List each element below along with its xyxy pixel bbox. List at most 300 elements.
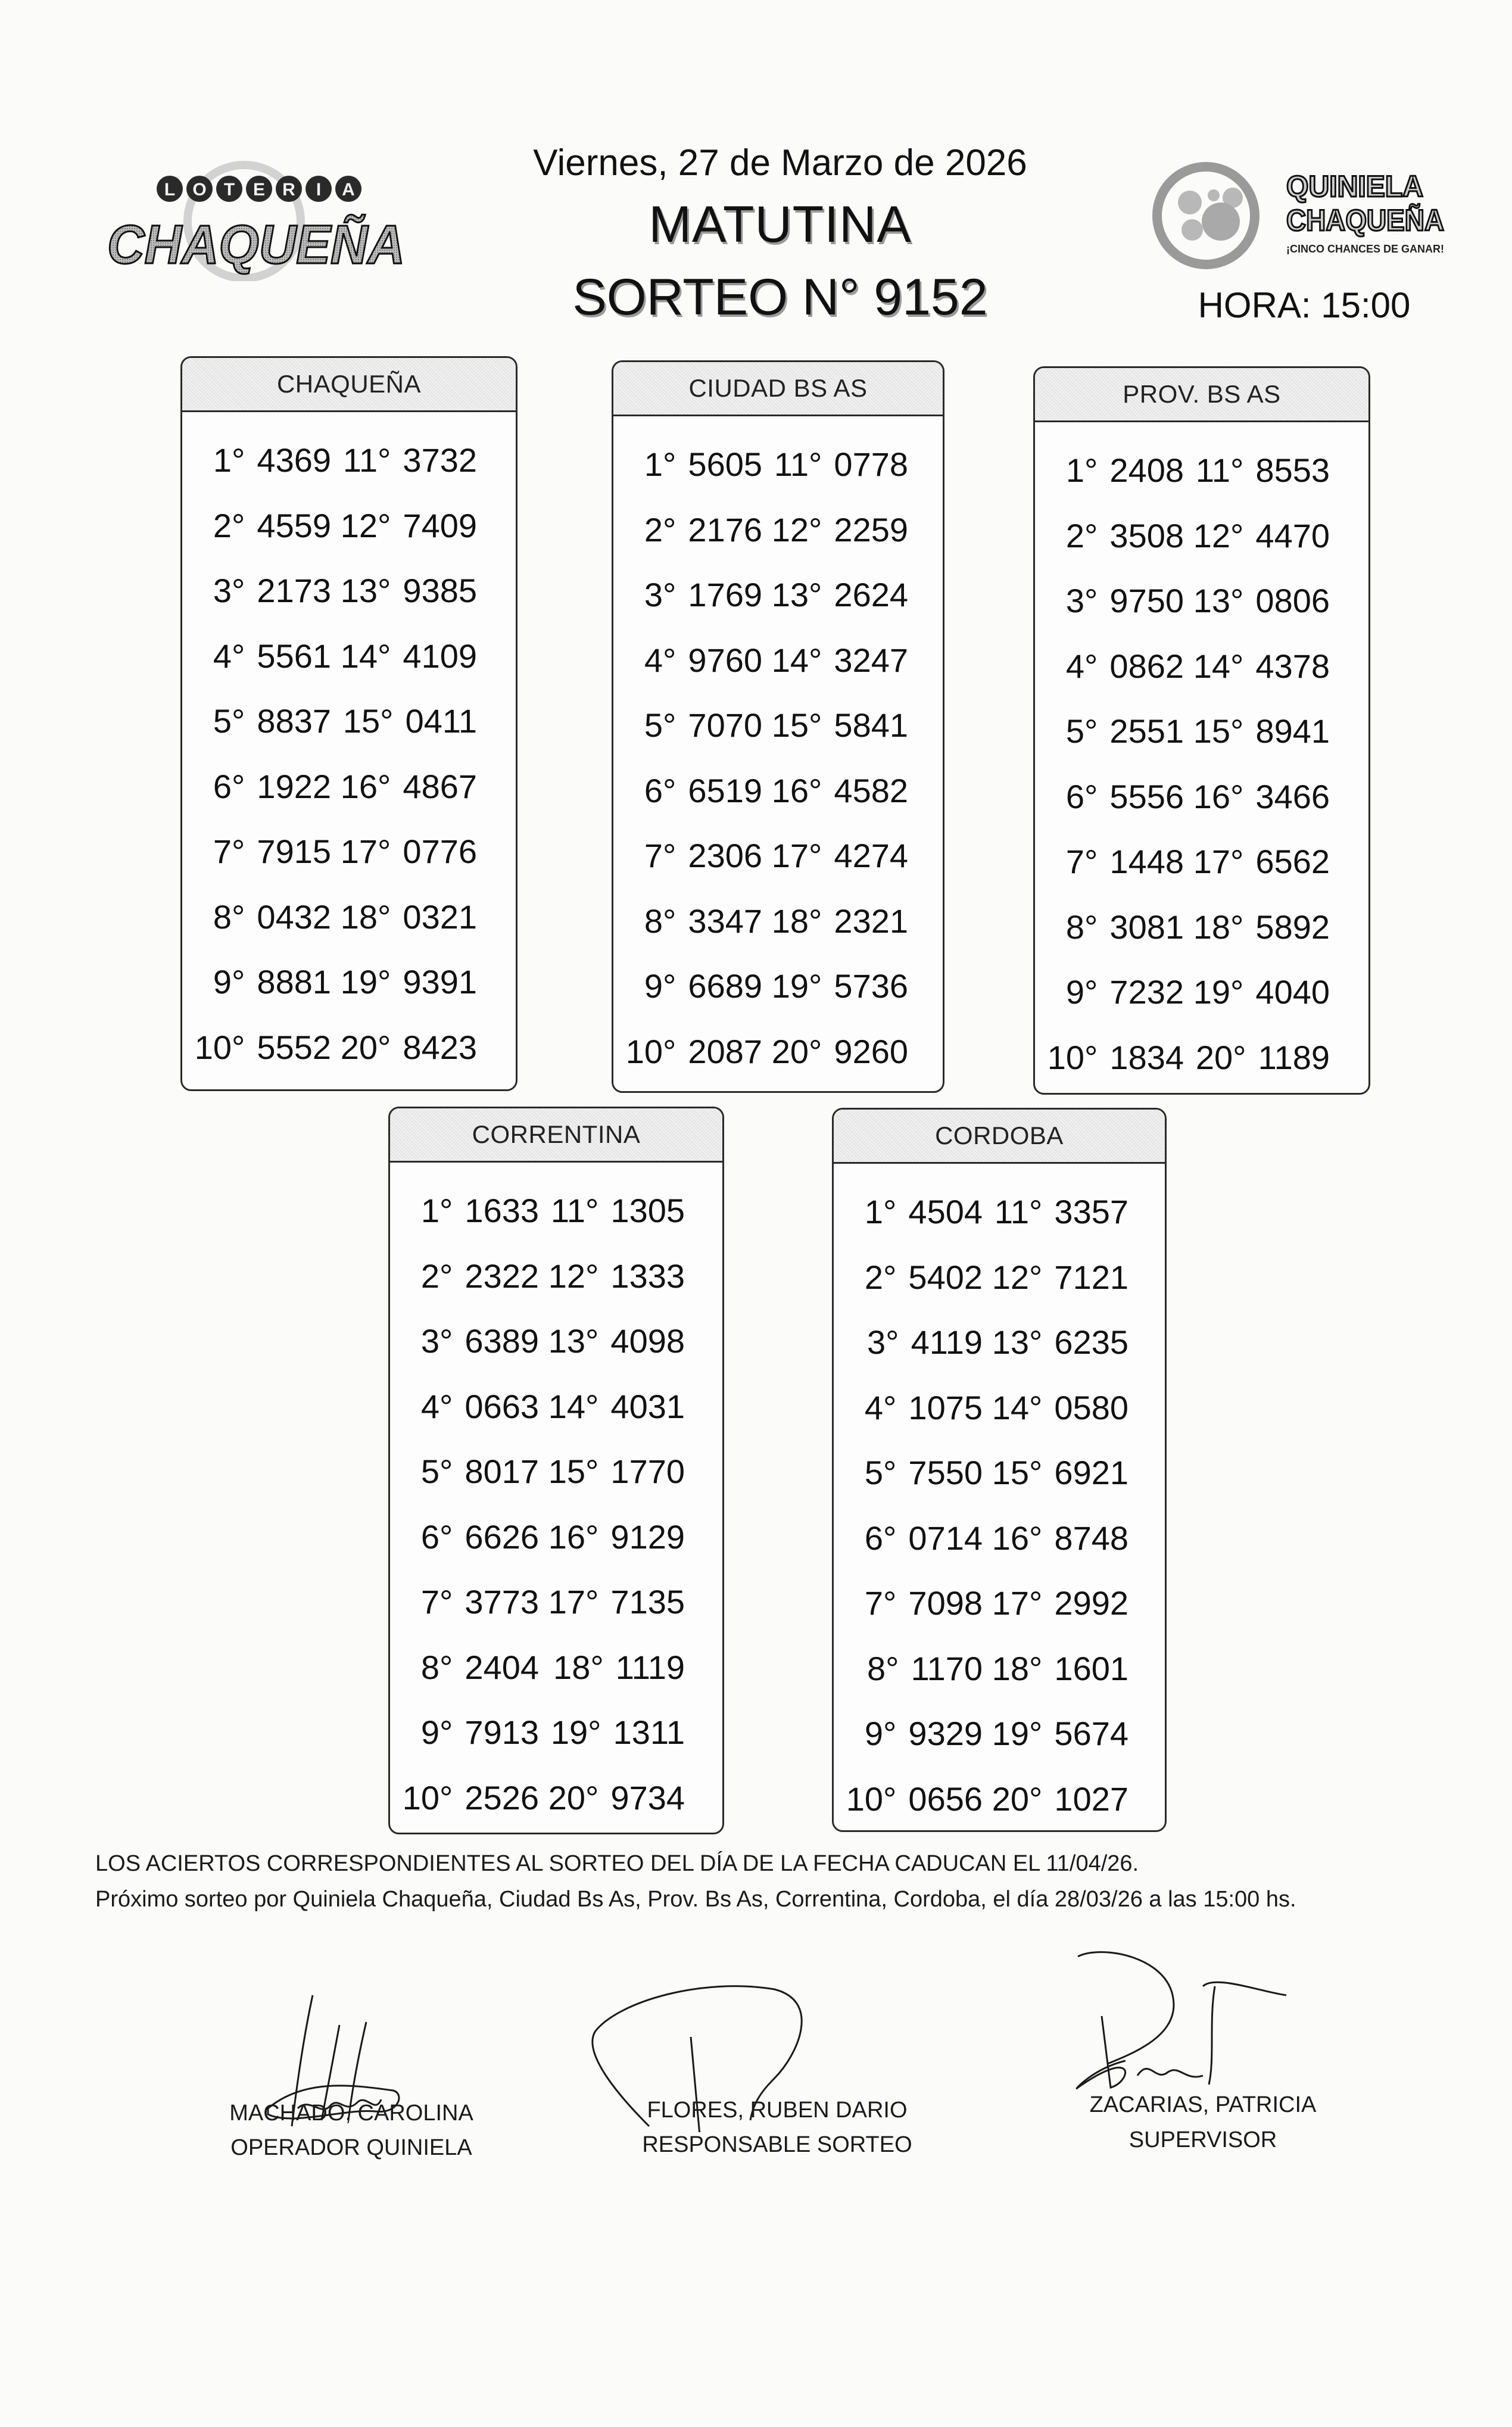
result-number: 7915 [257, 833, 331, 871]
result-entry [390, 1452, 539, 1491]
quiniela-logo-line1: QUINIELA [1286, 170, 1423, 203]
result-position: 9° [1065, 973, 1098, 1011]
result-number: 3081 [1109, 908, 1184, 946]
result-entry [182, 767, 331, 806]
result-position: 11° [550, 1192, 599, 1230]
result-number: 5674 [1054, 1715, 1128, 1753]
result-entry [762, 575, 908, 614]
result-position: 17° [548, 1583, 599, 1621]
lottery-name: CHAQUEÑA [182, 358, 516, 412]
result-position: 5° [644, 706, 676, 744]
result-entry [613, 445, 762, 484]
signatory-name: MACHADO, CAROLINA [229, 2101, 473, 2126]
results-list [390, 1163, 722, 1830]
result-position: 10° [402, 1778, 453, 1817]
result-entry [1184, 842, 1330, 881]
logo-ball-letter: E [252, 180, 266, 200]
result-number: 8941 [1255, 712, 1330, 750]
result-entry [834, 1388, 983, 1427]
results-row [182, 428, 516, 493]
lottery-name: CIUDAD BS AS [613, 362, 943, 416]
result-entry [331, 767, 477, 806]
result-number: 4098 [610, 1322, 685, 1360]
results-row [613, 628, 943, 693]
result-number: 4369 [257, 441, 331, 479]
result-number: 4504 [908, 1193, 983, 1231]
result-position: 8° [1065, 908, 1098, 946]
results-row [834, 1766, 1165, 1832]
result-entry [983, 1192, 1128, 1231]
lottery-name: CORRENTINA [390, 1108, 722, 1163]
result-number: 1601 [1054, 1649, 1128, 1687]
results-list [834, 1164, 1165, 1831]
result-entry [762, 1032, 908, 1071]
result-number: 6626 [464, 1518, 539, 1556]
result-entry [762, 902, 908, 940]
loteria-letter-balls [157, 176, 361, 202]
result-entry [983, 1453, 1128, 1492]
result-entry [182, 898, 331, 936]
result-entry [539, 1452, 685, 1491]
result-number: 6519 [688, 771, 762, 809]
result-position: 2° [420, 1257, 453, 1295]
result-entry [983, 1519, 1128, 1557]
results-row [834, 1179, 1165, 1245]
result-entry [1035, 516, 1184, 555]
result-number: 8423 [403, 1028, 477, 1066]
results-row [1035, 503, 1368, 569]
result-position: 10° [1047, 1038, 1098, 1076]
result-entry [539, 1257, 685, 1295]
result-number: 9260 [834, 1032, 908, 1070]
result-entry [390, 1648, 539, 1687]
signatory-name: FLORES, RUBEN DARIO [647, 2098, 908, 2123]
result-number: 2306 [688, 837, 762, 875]
result-entry [539, 1582, 685, 1621]
result-entry [983, 1323, 1128, 1362]
result-number: 4040 [1255, 973, 1330, 1011]
result-number: 5892 [1255, 908, 1330, 946]
results-row [613, 1019, 943, 1085]
signatory-role: SUPERVISOR [1128, 2127, 1277, 2152]
results-row [390, 1439, 722, 1504]
result-position: 13° [771, 576, 822, 614]
result-position: 15° [342, 702, 394, 740]
result-entry [331, 441, 477, 479]
result-entry [762, 445, 908, 484]
result-number: 0321 [403, 898, 477, 936]
result-number: 8553 [1255, 451, 1330, 490]
results-row [390, 1569, 722, 1635]
results-row [834, 1375, 1165, 1441]
result-position: 18° [992, 1649, 1043, 1687]
result-entry [182, 637, 331, 675]
result-number: 1305 [610, 1192, 685, 1230]
result-entry [1035, 908, 1184, 946]
result-number: 8837 [257, 702, 331, 740]
result-entry [613, 641, 762, 680]
results-list [1035, 422, 1368, 1090]
result-number: 2173 [257, 572, 331, 610]
result-position: 9° [864, 1715, 897, 1753]
result-number: 1448 [1109, 843, 1184, 881]
result-number: 4109 [403, 637, 477, 675]
result-entry [613, 967, 762, 1005]
result-position: 7° [644, 837, 676, 875]
result-entry [613, 706, 762, 744]
logo-ball-letter: T [223, 180, 235, 200]
result-number: 3466 [1255, 777, 1330, 815]
result-number: 3508 [1109, 516, 1184, 554]
result-number: 4031 [610, 1387, 685, 1425]
result-position: 18° [553, 1648, 604, 1686]
result-number: 6921 [1054, 1454, 1128, 1492]
result-entry [983, 1780, 1128, 1818]
result-position: 20° [771, 1032, 822, 1070]
result-entry [182, 832, 331, 871]
result-number: 2259 [834, 510, 908, 549]
result-number: 0862 [1109, 647, 1184, 685]
result-entry [331, 637, 477, 675]
result-number: 0714 [908, 1519, 983, 1557]
draw-date: Viernes, 27 de Marzo de 2026 [533, 142, 1027, 183]
result-position: 7° [1065, 843, 1098, 881]
results-row [182, 688, 516, 754]
result-position: 16° [1193, 777, 1244, 815]
result-position: 5° [213, 702, 245, 740]
result-number: 5841 [834, 706, 908, 744]
result-entry [390, 1582, 539, 1621]
result-position: 12° [771, 510, 822, 549]
result-entry [1184, 1038, 1330, 1077]
result-number: 3732 [403, 441, 477, 479]
result-position: 14° [1193, 647, 1244, 685]
results-list [613, 416, 943, 1084]
result-position: 13° [340, 572, 391, 610]
result-position: 19° [340, 963, 391, 1001]
result-number: 4378 [1255, 647, 1330, 685]
results-row [613, 889, 943, 954]
result-number: 5605 [688, 445, 762, 484]
chaquena-logo-text: CHAQUEÑA [107, 214, 405, 275]
expiry-notice: LOS ACIERTOS CORRESPONDIENTES AL SORTEO DEL DÍA DE LA FECHA CADUCAN EL 11/04/26. [95, 1851, 1139, 1876]
result-position: 10° [194, 1028, 245, 1066]
result-entry [834, 1584, 983, 1622]
result-number: 8017 [464, 1453, 539, 1491]
result-position: 8° [644, 902, 676, 940]
result-entry [762, 706, 908, 744]
results-row [182, 624, 516, 689]
result-number: 7232 [1109, 973, 1184, 1011]
signatory-role: RESPONSABLE SORTEO [642, 2132, 912, 2157]
result-entry [983, 1258, 1128, 1297]
result-entry [390, 1778, 539, 1817]
quiniela-logo-line2: CHAQUEÑA [1286, 204, 1444, 237]
result-position: 16° [548, 1518, 599, 1556]
draw-shift: MATUTINA [649, 196, 912, 253]
result-number: 5736 [834, 967, 908, 1005]
result-position: 13° [1193, 582, 1244, 620]
result-position: 19° [1193, 973, 1244, 1011]
result-position: 14° [992, 1388, 1043, 1426]
result-position: 17° [992, 1584, 1043, 1622]
logo-ball-letter: I [316, 180, 322, 200]
results-row [390, 1178, 722, 1244]
result-number: 3773 [464, 1583, 539, 1621]
result-entry [762, 836, 908, 875]
result-position: 6° [420, 1518, 453, 1556]
result-number: 2176 [688, 510, 762, 549]
result-position: 18° [340, 898, 391, 936]
lottery-name: PROV. BS AS [1035, 368, 1368, 422]
signature-zacarias [1066, 1939, 1304, 2093]
results-row [834, 1636, 1165, 1702]
result-entry [331, 898, 477, 936]
results-row [1035, 1025, 1368, 1091]
result-position: 14° [340, 637, 391, 675]
result-entry [1184, 712, 1330, 750]
result-position: 6° [864, 1519, 897, 1557]
result-position: 2° [213, 506, 245, 544]
result-entry [983, 1649, 1128, 1688]
result-position: 15° [548, 1453, 599, 1491]
result-entry [834, 1780, 983, 1818]
results-row [182, 754, 516, 820]
result-number: 1119 [615, 1648, 685, 1686]
result-number: 9760 [688, 641, 762, 679]
next-draw-notice: Próximo sorteo por Quiniela Chaqueña, Ciudad Bs As, Prov. Bs As, Correntina, Cordoba, el día 28/03/26 a las 15:00 hs. [95, 1887, 1296, 1912]
results-row [1035, 568, 1368, 634]
draw-time: HORA: 15:00 [1198, 285, 1411, 325]
result-position: 12° [548, 1257, 599, 1295]
result-position: 11° [774, 445, 822, 484]
results-row [834, 1245, 1165, 1310]
results-row [1035, 959, 1368, 1025]
results-row [390, 1308, 722, 1374]
results-row [1035, 438, 1368, 503]
results-row [613, 432, 943, 497]
result-entry [539, 1191, 685, 1230]
result-position: 3° [644, 576, 676, 614]
result-position: 16° [992, 1519, 1043, 1557]
result-position: 2° [864, 1258, 897, 1296]
result-entry [834, 1714, 983, 1753]
results-row [613, 954, 943, 1019]
result-number: 4582 [834, 771, 908, 809]
result-entry [983, 1584, 1128, 1622]
result-entry [762, 967, 908, 1005]
results-row [182, 949, 516, 1015]
result-entry [834, 1649, 983, 1688]
result-number: 2404 [464, 1648, 539, 1686]
results-box-ciudad [612, 360, 944, 1093]
result-entry [1035, 842, 1184, 881]
results-row [390, 1504, 722, 1570]
results-row [613, 497, 943, 563]
result-position: 3° [867, 1323, 899, 1362]
result-entry [182, 506, 331, 545]
result-number: 0663 [464, 1387, 539, 1425]
result-entry [613, 836, 762, 875]
result-position: 7° [213, 833, 245, 871]
result-position: 14° [548, 1387, 599, 1425]
result-number: 0778 [834, 445, 908, 484]
result-entry [331, 702, 477, 740]
result-position: 9° [420, 1713, 453, 1752]
result-position: 15° [992, 1454, 1043, 1492]
result-position: 10° [625, 1032, 676, 1070]
result-position: 4° [644, 641, 676, 679]
result-number: 4559 [257, 506, 331, 544]
result-position: 11° [994, 1193, 1043, 1231]
result-number: 1633 [464, 1192, 539, 1230]
result-position: 20° [340, 1028, 391, 1066]
result-entry [1184, 973, 1330, 1011]
result-number: 0411 [405, 702, 477, 740]
result-number: 5556 [1109, 777, 1184, 815]
result-position: 9° [213, 963, 245, 1001]
result-position: 4° [864, 1388, 897, 1426]
result-entry [1184, 581, 1330, 620]
result-number: 1075 [908, 1388, 983, 1426]
result-number: 7121 [1054, 1258, 1128, 1296]
result-position: 1° [864, 1193, 897, 1231]
result-position: 12° [340, 506, 391, 544]
result-entry [390, 1713, 539, 1752]
result-position: 17° [771, 837, 822, 875]
results-row [390, 1244, 722, 1309]
results-box-correntina [388, 1107, 724, 1834]
result-entry [539, 1713, 685, 1752]
result-number: 1170 [911, 1649, 983, 1687]
logo-ball-letter: A [342, 180, 355, 200]
result-position: 8° [867, 1649, 899, 1687]
result-number: 5561 [257, 637, 331, 675]
result-entry [1035, 581, 1184, 620]
result-number: 1027 [1054, 1780, 1128, 1818]
results-row [613, 693, 943, 758]
result-number: 9734 [610, 1778, 685, 1817]
draw-number: SORTEO N° 9152 [572, 269, 988, 326]
results-row [182, 819, 516, 884]
result-position: 10° [846, 1780, 897, 1818]
results-row [390, 1700, 722, 1765]
result-number: 0432 [257, 898, 331, 936]
results-row [834, 1440, 1165, 1506]
result-entry [983, 1388, 1128, 1427]
result-number: 7550 [908, 1454, 983, 1492]
result-number: 9129 [610, 1518, 685, 1556]
results-row [613, 823, 943, 889]
result-position: 17° [340, 833, 391, 871]
result-number: 7135 [610, 1583, 685, 1621]
result-number: 1770 [610, 1453, 685, 1491]
results-row [1035, 764, 1368, 830]
results-row [1035, 829, 1368, 895]
results-box-provincia [1033, 366, 1370, 1095]
result-position: 2° [1065, 516, 1098, 554]
result-number: 1922 [257, 767, 331, 805]
result-entry [331, 571, 477, 610]
result-number: 5402 [908, 1258, 983, 1296]
result-position: 16° [340, 767, 391, 805]
result-number: 4470 [1255, 516, 1330, 554]
result-entry [1035, 647, 1184, 686]
quiniela-chaquena-logo [1149, 156, 1447, 275]
loteria-chaquena-logo-graphic [95, 156, 417, 281]
result-number: 0580 [1054, 1388, 1128, 1426]
signatory-role: OPERADOR QUINIELA [230, 2135, 472, 2160]
result-entry [983, 1714, 1128, 1753]
logo-ball-letter: L [164, 180, 176, 200]
result-position: 12° [1193, 516, 1244, 554]
result-number: 3247 [834, 641, 908, 679]
result-entry [1035, 1038, 1184, 1077]
result-number: 4274 [834, 837, 908, 875]
result-number: 6689 [688, 967, 762, 1005]
result-position: 18° [771, 902, 822, 940]
result-entry [539, 1387, 685, 1426]
result-number: 2321 [834, 902, 908, 940]
result-entry [390, 1322, 539, 1360]
result-position: 11° [342, 441, 391, 479]
quiniela-chaquena-logo-graphic [1149, 156, 1447, 275]
result-position: 13° [992, 1323, 1043, 1362]
result-number: 3357 [1054, 1193, 1128, 1231]
result-position: 5° [1065, 712, 1098, 750]
result-entry [182, 962, 331, 1001]
result-number: 0806 [1255, 582, 1330, 620]
result-position: 16° [771, 771, 822, 809]
result-entry [1184, 908, 1330, 946]
result-number: 9750 [1109, 582, 1184, 620]
result-position: 6° [1065, 777, 1098, 815]
result-position: 19° [550, 1713, 601, 1752]
result-entry [834, 1258, 983, 1297]
result-position: 14° [771, 641, 822, 679]
result-number: 6562 [1255, 843, 1330, 881]
result-entry [762, 641, 908, 680]
results-row [1035, 634, 1368, 699]
result-number: 8748 [1054, 1519, 1128, 1557]
result-number: 7070 [688, 706, 762, 744]
result-entry [834, 1519, 983, 1557]
result-entry [539, 1778, 685, 1817]
result-position: 7° [864, 1584, 897, 1622]
result-entry [834, 1453, 983, 1492]
results-row [834, 1310, 1165, 1375]
result-position: 19° [771, 967, 822, 1005]
result-number: 1189 [1258, 1038, 1330, 1076]
result-position: 1° [420, 1192, 453, 1230]
result-number: 0656 [908, 1780, 983, 1818]
result-entry [390, 1387, 539, 1426]
result-entry [331, 962, 477, 1001]
results-box-cordoba [832, 1108, 1167, 1832]
result-entry [539, 1648, 685, 1687]
result-number: 2526 [464, 1778, 539, 1817]
result-entry [1035, 973, 1184, 1011]
result-position: 5° [864, 1454, 897, 1492]
result-number: 4867 [403, 767, 477, 805]
result-entry [1035, 712, 1184, 750]
result-entry [834, 1323, 983, 1362]
result-entry [1035, 777, 1184, 816]
result-position: 1° [1065, 451, 1098, 490]
result-entry [1035, 451, 1184, 490]
result-position: 3° [213, 572, 245, 610]
result-position: 4° [1065, 647, 1098, 685]
